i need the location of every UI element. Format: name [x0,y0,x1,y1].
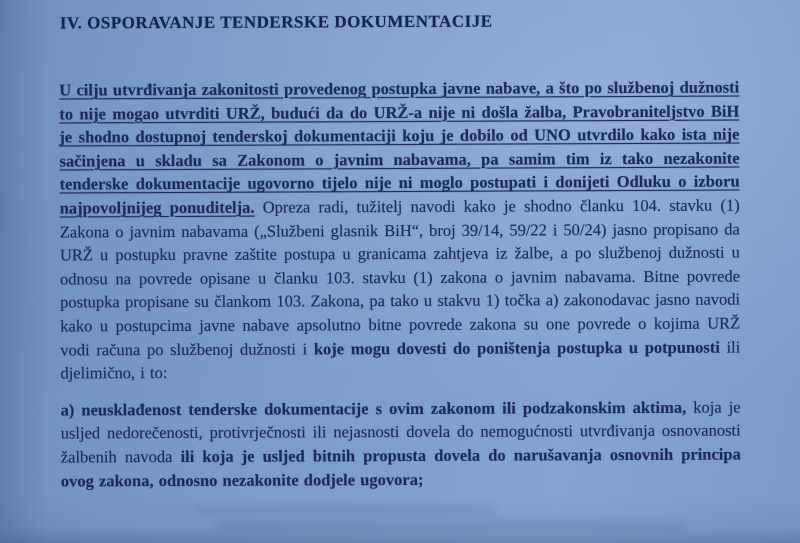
bold-text: ili koja je usljed bitnih propusta dovela do narušavanja osnovnih principa ovog zakona, odnosno nezakonite dodjele ugovora; [60,444,741,490]
bleed-through-smudge [195,505,495,514]
body-text: Opreza radi, tužitelj navodi kako je shodno članku 104. stavku (1) Zakona o javnim nabavama („Službeni glasnik BiH“, broj 39/14, 59/22 i 50/24) jasno propisano da URŽ u postupku pravne zaštite postupa u granicama zahtjeva iz žalbe, a po službenoj dužnosti u odnosu na povrede opisane u članku 103. stavku (1) zakona o javnim nabavama. Bitne povrede postupka propisane su člankom 103. Zakona, pa tako u stakvu 1) točka a) zakonodavac jasno navodi kako u postupcima javne nabave apsolutno bitne povrede zakona su one povrede o kojima URŽ vodi računa po službenoj dužnosti i [59,195,741,360]
section-title: IV. OSPORAVANJE TENDERSKE DOKUMENTACIJE [59,11,493,33]
bold-text: a) neusklađenost tenderske dokumentacije s ovim zakonom ili podzakonskim aktima, [60,397,687,420]
main-paragraph [59,76,740,386]
body-text: koja je usljed nedorečenosti, protivrječnosti ili nejasnosti dovela do nemogućnosti utvrđivanja osnovanosti žalbenih navoda [60,397,741,467]
body-text: ili djelimično, i to: [60,337,741,383]
bleed-through-smudge [215,521,685,530]
list-item-a [61,395,741,492]
bold-text: koje mogu dovesti do poništenja postupka u potpunosti [313,337,720,358]
underlined-bold-text: U cilju utvrđivanja zakonitosti provedenog postupka javne nabave, a što po službenoj dužnosti to nije mogao utvrditi URŽ, budući da do URŽ-a nije ni došla žalba, Pravobraniteljstvo BiH je shodno dostupnoj tenderskoj dokumentaciji koju je dobilo od UNO utvrdilo kako ista nije sačinjena u skladu sa Zakonom o javnim nabavama, pa samim tim iz tako nezakonite tenderske dokumentacije ugovorno tijelo nije ni moglo postupati i donijeti Odluku o izboru najpovoljnijeg ponuditelja. [59,77,740,218]
